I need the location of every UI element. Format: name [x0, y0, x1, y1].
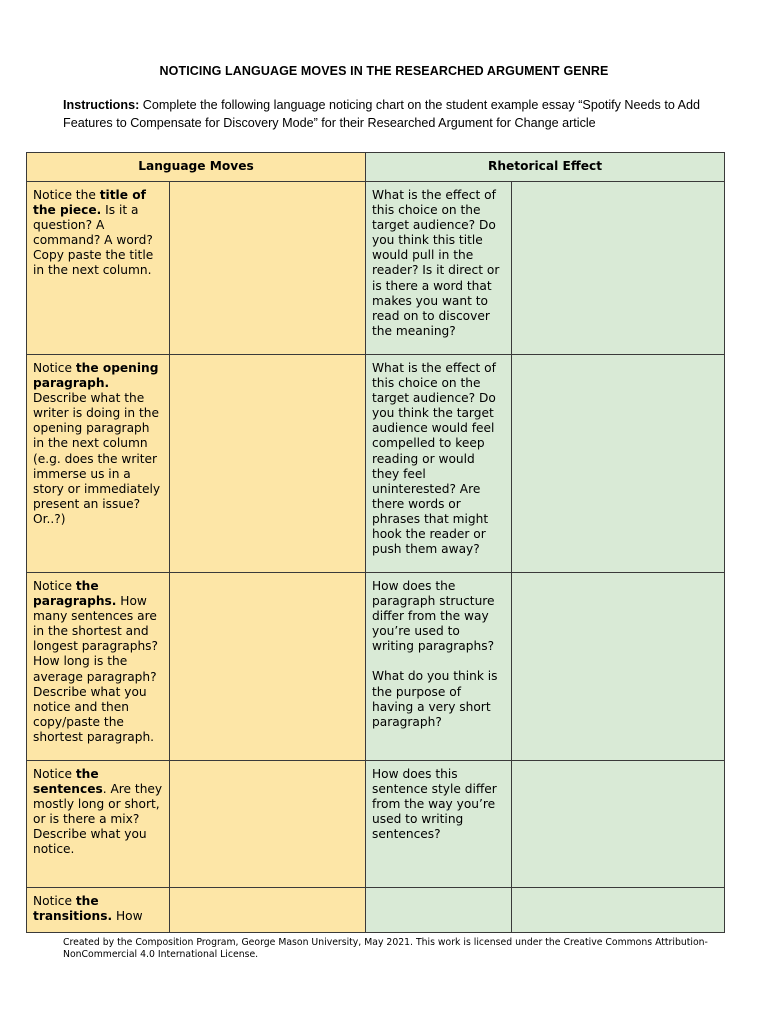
table-row	[27, 888, 725, 933]
header-rhetorical-effect: Rhetorical Effect	[366, 153, 725, 182]
move-response-cell[interactable]	[170, 888, 366, 933]
table-row	[27, 761, 725, 888]
instructions	[63, 96, 713, 132]
move-prompt: Notice the transitions. How	[27, 888, 170, 933]
effect-prompt: What is the effect of this choice on the target audience? Do you think the target audience would feel compelled to keep reading or would they feel uninterested? Are there words or phrases that might hook the reader or push them away?	[366, 355, 512, 573]
instructions-label: Instructions:	[63, 98, 140, 112]
effect-response-cell[interactable]	[512, 761, 725, 888]
table-row	[27, 573, 725, 761]
header-row	[27, 153, 725, 182]
move-response-cell[interactable]	[170, 182, 366, 355]
move-response-cell[interactable]	[170, 355, 366, 573]
move-response-cell[interactable]	[170, 761, 366, 888]
move-response-cell[interactable]	[170, 573, 366, 761]
table-row	[27, 355, 725, 573]
effect-response-cell[interactable]	[512, 355, 725, 573]
effect-prompt: How does the paragraph structure differ from the way you’re used to writing paragraphs? What do you think is the purpose of having a very short paragraph?	[366, 573, 512, 761]
effect-response-cell[interactable]	[512, 888, 725, 933]
table-row	[27, 182, 725, 355]
effect-prompt: How does this sentence style differ from the way you’re used to writing sentences?	[366, 761, 512, 888]
effect-prompt: What is the effect of this choice on the target audience? Do you think this title would pull in the reader? Is it direct or is there a word that makes you want to read on to discover the meaning?	[366, 182, 512, 355]
noticing-chart	[26, 152, 725, 933]
header-language-moves: Language Moves	[27, 153, 366, 182]
effect-prompt	[366, 888, 512, 933]
effect-response-cell[interactable]	[512, 182, 725, 355]
document-title: NOTICING LANGUAGE MOVES IN THE RESEARCHED ARGUMENT GENRE	[159, 64, 609, 78]
license-footer: Created by the Composition Program, George Mason University, May 2021. This work is licensed under the Creative Commons Attribution-NonCommercial 4.0 International License.	[63, 937, 708, 960]
move-prompt: Notice the paragraphs. How many sentences are in the shortest and longest paragraphs? How long is the average paragraph? Describe what you notice and then copy/paste the shortest paragraph.	[27, 573, 170, 761]
instructions-text: Complete the following language noticing chart on the student example essay “Spotify Needs to Add Features to Compensate for Discovery Mode” for their Researched Argument for Change article	[63, 98, 701, 130]
effect-response-cell[interactable]	[512, 573, 725, 761]
move-prompt: Notice the sentences. Are they mostly long or short, or is there a mix? Describe what you notice.	[27, 761, 170, 888]
move-prompt: Notice the title of the piece. Is it a question? A command? A word? Copy paste the title in the next column.	[27, 182, 170, 355]
move-prompt: Notice the opening paragraph. Describe what the writer is doing in the opening paragraph in the next column (e.g. does the writer immerse us in a story or immediately present an issue? Or..?)	[27, 355, 170, 573]
